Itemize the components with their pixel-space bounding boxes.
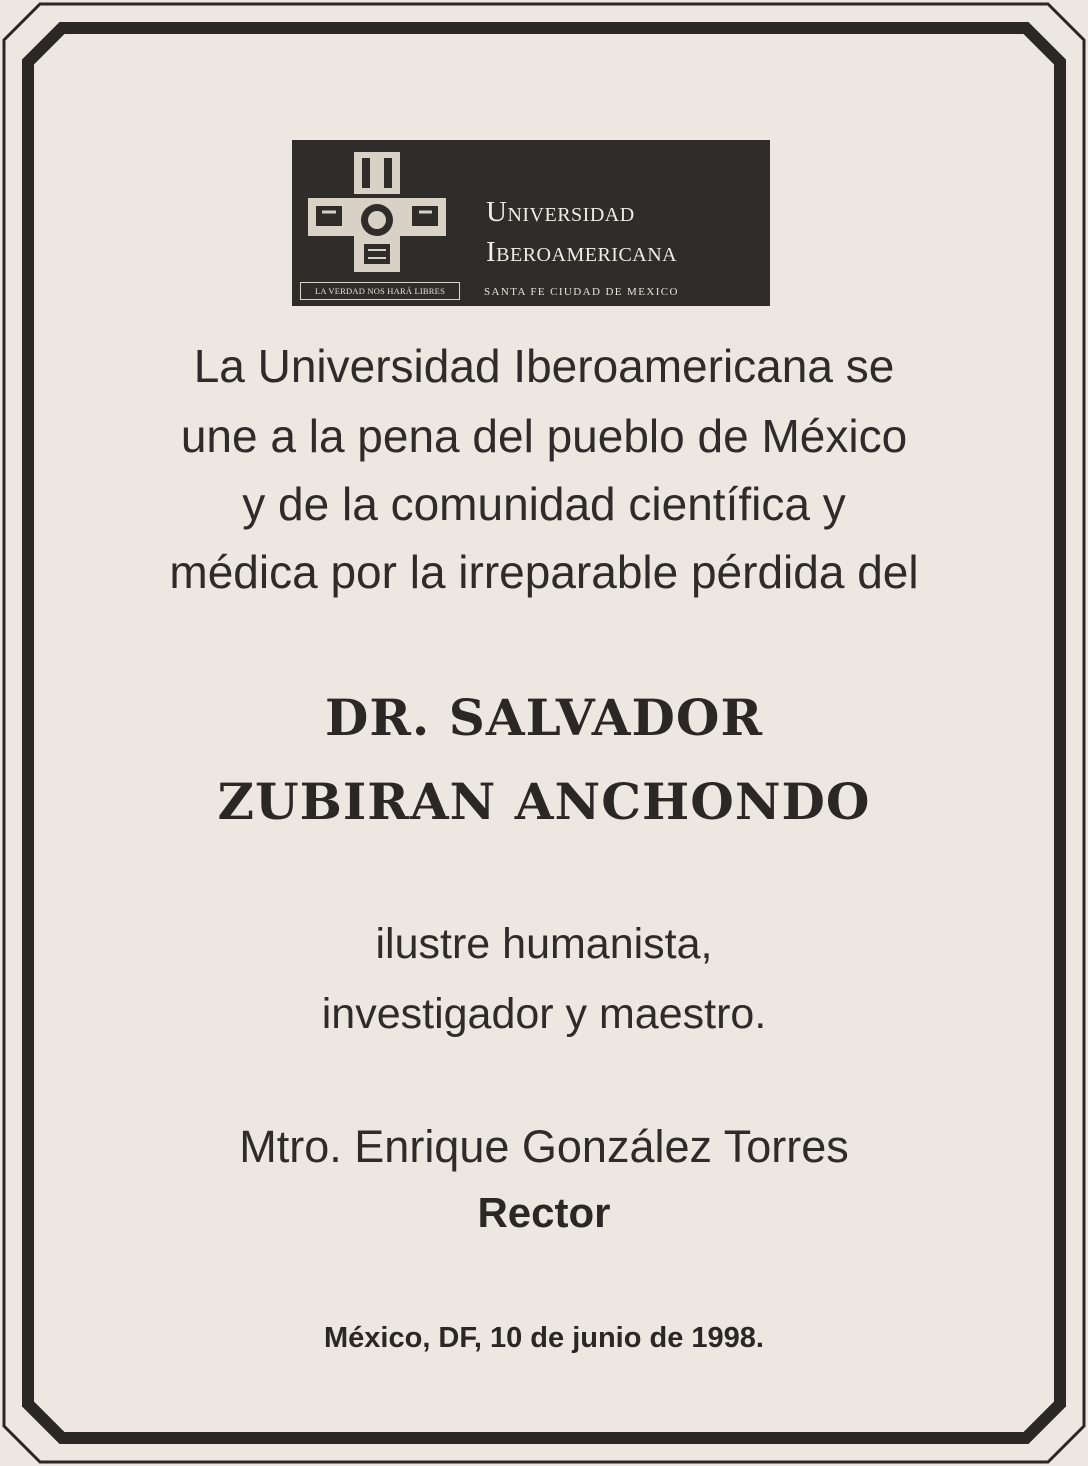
- epithet-line-1: ilustre humanista,: [375, 920, 713, 968]
- condolence-line-2: une a la pena del pueblo de México: [180, 410, 908, 462]
- condolence-line-1: La Universidad Iberoamericana se: [193, 340, 895, 392]
- deceased-name-line-2: ZUBIRAN ANCHONDO: [217, 772, 871, 831]
- signer-title: Rector: [477, 1189, 611, 1236]
- university-name-line2: Iberoamericana: [486, 236, 678, 268]
- condolence-line-3: y de la comunidad científica y: [242, 478, 846, 530]
- university-name-line1: Universidad: [486, 196, 635, 228]
- signer-name: Mtro. Enrique González Torres: [239, 1121, 849, 1172]
- university-logo: [292, 140, 770, 306]
- condolence-line-4: médica por la irreparable pérdida del: [169, 546, 919, 598]
- university-crest-icon: [302, 148, 452, 276]
- university-location: SANTA FE CIUDAD DE MEXICO: [484, 286, 679, 298]
- notice-date: México, DF, 10 de junio de 1998.: [324, 1322, 764, 1354]
- university-motto: LA VERDAD NOS HARÁ LIBRES: [300, 282, 460, 300]
- deceased-name-line-1: DR. SALVADOR: [324, 688, 764, 747]
- epithet-line-2: investigador y maestro.: [321, 990, 767, 1038]
